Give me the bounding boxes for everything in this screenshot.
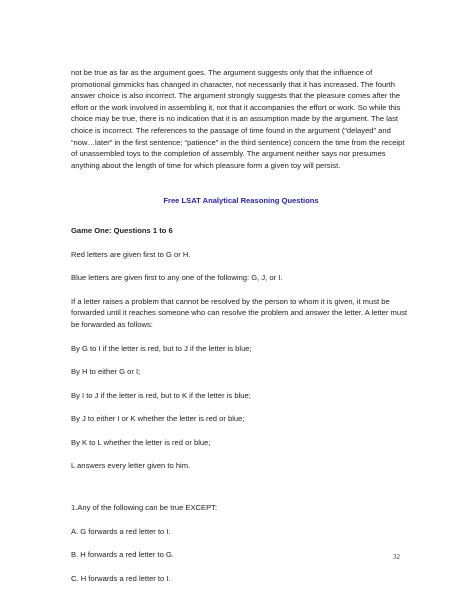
rule-red-letters: Red letters are given first to G or H. — [71, 249, 191, 259]
intro-paragraph: not be true as far as the argument goes. The argument suggests only that the influence of promotional gimmicks has changed in character, not necessarily that it has increased. The fourth answer choice is also incorrect. The argument strongly suggests that the pleasure comes after the effort or the work involved in assembling it, not that it accompanies the effort or work. So while this choice may be true, there is no indication that it is an assumption made by the argument. The last choice is incorrect. The references to the passage of time found in the argument (“delayed” and “now…later” in the first sentence; “patience” in the third sentence) concern the time from the receipt of unassembled toys to the completion of assembly. The argument neither says nor presumes anything about the length of time for which pleasure form a given toy will persist. — [71, 68, 405, 170]
rule-by-j: By J to either I or K whether the letter is red or blue; — [71, 414, 245, 424]
rule-forwarding: If a letter raises a problem that cannot be resolved by the person to whom it is given, it must be forwarded until it reaches someone who can resolve the problem and answer the letter. A letter must be forwarded as follows: — [71, 296, 407, 329]
rule-by-i: By I to J if the letter is red, but to K if the letter is blue; — [71, 390, 251, 400]
rule-by-h: By H to either G or I; — [71, 367, 141, 377]
answer-choice-b: B. H forwards a red letter to G. — [71, 550, 174, 560]
section-heading: Free LSAT Analytical Reasoning Questions — [163, 196, 319, 206]
question-stem: 1.Any of the following can be true EXCEPT: — [71, 503, 218, 513]
rule-by-k: By K to L whether the letter is red or blue; — [71, 437, 211, 447]
answer-choice-a: A. G forwards a red letter to I. — [71, 526, 171, 536]
page-number: 32 — [393, 553, 400, 561]
rule-blue-letters: Blue letters are given first to any one of the following: G, J, or I. — [71, 273, 283, 283]
rule-l-answers: L answers every letter given to him. — [71, 461, 191, 471]
answer-choice-c: C. H forwards a red letter to I. — [71, 573, 171, 583]
rule-by-g: By G to I if the letter is red, but to J if the letter is blue; — [71, 343, 252, 353]
game-title: Game One: Questions 1 to 6 — [71, 225, 173, 235]
page-content — [71, 67, 411, 584]
